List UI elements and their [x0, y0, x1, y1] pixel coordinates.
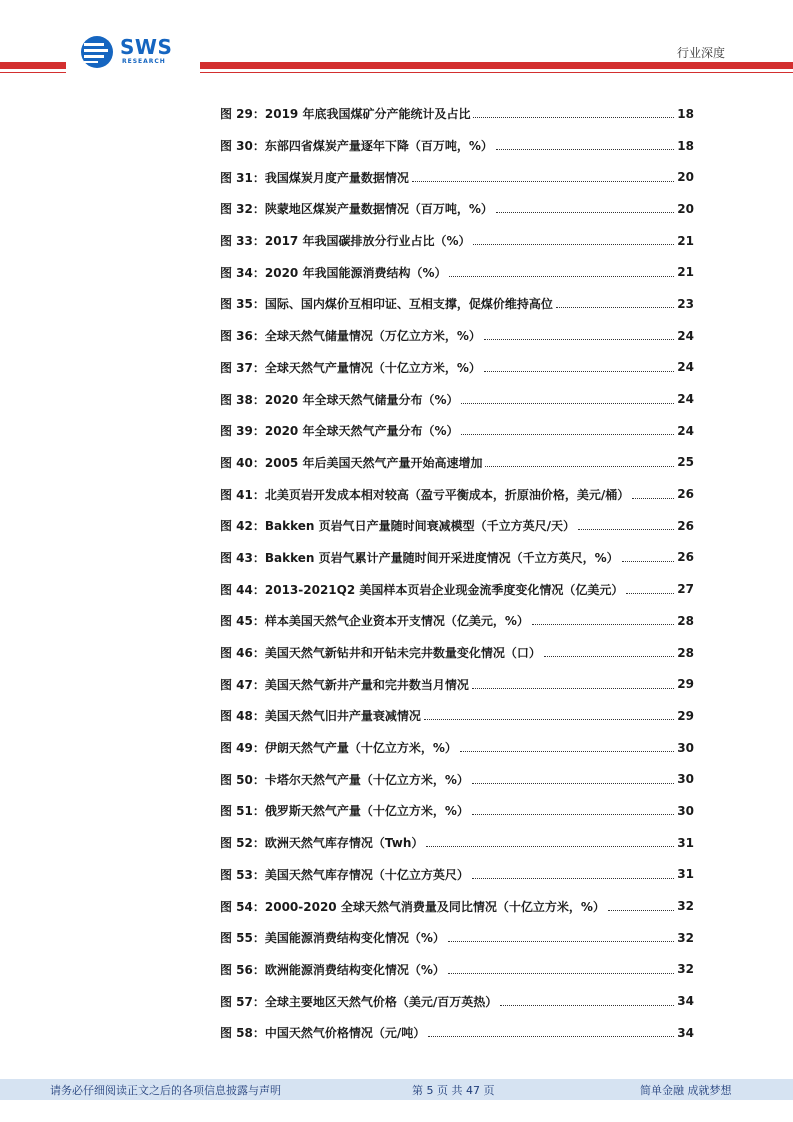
figure-list	[220, 98, 694, 1049]
toc-entry-page: 20	[677, 201, 694, 216]
toc-leader-dots	[556, 307, 674, 308]
toc-leader-dots	[472, 814, 674, 815]
brand-name: SWS	[120, 35, 173, 59]
toc-leader-dots	[449, 276, 674, 277]
toc-leader-dots	[496, 149, 674, 150]
toc-leader-dots	[448, 973, 674, 974]
toc-leader-dots	[626, 593, 674, 594]
toc-entry-label: 图 33：2017 年我国碳排放分行业占比（%）	[220, 234, 471, 249]
toc-entry[interactable]	[220, 98, 694, 130]
toc-entry-page: 26	[677, 487, 694, 502]
toc-entry[interactable]	[220, 985, 694, 1017]
toc-entry-label: 图 50：卡塔尔天然气产量（十亿立方米，%）	[220, 772, 469, 787]
toc-entry-page: 18	[677, 106, 694, 121]
toc-entry-label: 图 46：美国天然气新钻井和开钻未完井数量变化情况（口）	[220, 646, 541, 661]
toc-entry[interactable]	[220, 1017, 694, 1049]
header-rule-left	[0, 62, 66, 69]
footer-page-number: 第 5 页 共 47 页	[412, 1083, 495, 1097]
toc-entry[interactable]	[220, 890, 694, 922]
toc-leader-dots	[496, 212, 674, 213]
toc-entry-page: 24	[677, 328, 694, 343]
toc-entry-label: 图 37：全球天然气产量情况（十亿立方米，%）	[220, 360, 481, 375]
toc-leader-dots	[622, 561, 675, 562]
toc-entry-page: 20	[677, 170, 694, 185]
toc-leader-dots	[532, 624, 674, 625]
toc-entry[interactable]	[220, 225, 694, 257]
toc-entry-label: 图 57：全球主要地区天然气价格（美元/百万英热）	[220, 994, 498, 1009]
toc-entry-label: 图 55：美国能源消费结构变化情况（%）	[220, 931, 445, 946]
toc-entry-label: 图 51：俄罗斯天然气产量（十亿立方米，%）	[220, 804, 469, 819]
toc-entry-label: 图 56：欧洲能源消费结构变化情况（%）	[220, 962, 445, 977]
toc-entry-page: 31	[677, 835, 694, 850]
toc-entry-label: 图 58：中国天然气价格情况（元/吨）	[220, 1026, 426, 1041]
toc-entry-label: 图 47：美国天然气新井产量和完井数当月情况	[220, 677, 469, 692]
toc-entry-page: 34	[677, 994, 694, 1009]
toc-leader-dots	[473, 244, 674, 245]
toc-entry-label: 图 53：美国天然气库存情况（十亿立方英尺）	[220, 867, 469, 882]
toc-entry[interactable]	[220, 573, 694, 605]
toc-entry-label: 图 40：2005 年后美国天然气产量开始高速增加	[220, 455, 483, 470]
toc-entry[interactable]	[220, 478, 694, 510]
toc-entry[interactable]	[220, 668, 694, 700]
toc-leader-dots	[461, 434, 674, 435]
toc-entry-label: 图 48：美国天然气旧井产量衰减情况	[220, 709, 421, 724]
toc-entry-label: 图 29：2019 年底我国煤矿分产能统计及占比	[220, 107, 471, 122]
toc-entry[interactable]	[220, 130, 694, 162]
toc-leader-dots	[485, 466, 674, 467]
toc-entry-page: 28	[677, 613, 694, 628]
toc-entry[interactable]	[220, 637, 694, 669]
toc-entry-label: 图 43：Bakken 页岩气累计产量随时间开采进度情况（千立方英尺，%）	[220, 550, 619, 565]
toc-entry[interactable]	[220, 795, 694, 827]
toc-entry-label: 图 30：东部四省煤炭产量逐年下降（百万吨，%）	[220, 139, 493, 154]
toc-entry[interactable]	[220, 415, 694, 447]
toc-leader-dots	[472, 688, 674, 689]
toc-entry-page: 24	[677, 360, 694, 375]
footer-disclaimer: 请务必仔细阅读正文之后的各项信息披露与声明	[50, 1083, 281, 1097]
toc-entry-page: 21	[677, 265, 694, 280]
toc-entry-page: 32	[677, 962, 694, 977]
toc-leader-dots	[424, 719, 674, 720]
toc-entry-label: 图 54：2000-2020 全球天然气消费量及同比情况（十亿立方米，%）	[220, 899, 605, 914]
footer-slogan: 简单金融 成就梦想	[640, 1083, 732, 1097]
toc-entry-page: 26	[677, 518, 694, 533]
toc-entry-page: 24	[677, 392, 694, 407]
toc-entry-label: 图 52：欧洲天然气库存情况（Twh）	[220, 836, 424, 851]
toc-entry[interactable]	[220, 827, 694, 859]
toc-entry-label: 图 44：2013-2021Q2 美国样本页岩企业现金流季度变化情况（亿美元）	[220, 582, 624, 597]
page-footer	[0, 1079, 793, 1100]
toc-entry-page: 30	[677, 772, 694, 787]
toc-entry-label: 图 34：2020 年我国能源消费结构（%）	[220, 265, 447, 280]
toc-entry[interactable]	[220, 193, 694, 225]
toc-entry-page: 25	[677, 455, 694, 470]
toc-entry[interactable]	[220, 352, 694, 384]
toc-entry[interactable]	[220, 700, 694, 732]
toc-entry[interactable]	[220, 383, 694, 415]
toc-leader-dots	[472, 878, 674, 879]
toc-entry-page: 27	[677, 582, 694, 597]
section-tag: 行业深度	[676, 46, 725, 60]
header-rule-left-thin	[0, 72, 66, 73]
header-rule-right-thin	[200, 72, 793, 73]
toc-entry-page: 32	[677, 899, 694, 914]
toc-entry-page: 34	[677, 1025, 694, 1040]
toc-entry[interactable]	[220, 320, 694, 352]
toc-entry[interactable]	[220, 922, 694, 954]
toc-entry-label: 图 36：全球天然气储量情况（万亿立方米，%）	[220, 329, 481, 344]
toc-entry[interactable]	[220, 732, 694, 764]
toc-entry[interactable]	[220, 859, 694, 891]
toc-entry-page: 18	[677, 138, 694, 153]
toc-entry[interactable]	[220, 605, 694, 637]
toc-leader-dots	[473, 117, 674, 118]
toc-entry[interactable]	[220, 542, 694, 574]
toc-leader-dots	[472, 783, 674, 784]
toc-leader-dots	[544, 656, 674, 657]
toc-entry-page: 32	[677, 930, 694, 945]
brand-subtitle: RESEARCH	[122, 58, 166, 65]
toc-entry-page: 31	[677, 867, 694, 882]
toc-leader-dots	[484, 371, 674, 372]
toc-leader-dots	[412, 181, 674, 182]
header-rule-right	[200, 62, 793, 69]
toc-entry[interactable]	[220, 447, 694, 479]
toc-entry-page: 21	[677, 233, 694, 248]
toc-entry-label: 图 32：陕蒙地区煤炭产量数据情况（百万吨，%）	[220, 202, 493, 217]
toc-entry-page: 26	[677, 550, 694, 565]
toc-entry-page: 29	[677, 708, 694, 723]
toc-leader-dots	[428, 1036, 674, 1037]
toc-leader-dots	[426, 846, 674, 847]
toc-leader-dots	[484, 339, 674, 340]
toc-leader-dots	[460, 751, 674, 752]
sws-logo-icon	[80, 34, 114, 70]
toc-leader-dots	[632, 498, 674, 499]
toc-entry-page: 30	[677, 740, 694, 755]
toc-entry[interactable]	[220, 954, 694, 986]
toc-entry-page: 29	[677, 677, 694, 692]
toc-entry-label: 图 49：伊朗天然气产量（十亿立方米，%）	[220, 741, 457, 756]
toc-entry-page: 28	[677, 645, 694, 660]
toc-leader-dots	[448, 941, 674, 942]
toc-leader-dots	[578, 529, 674, 530]
toc-entry-label: 图 31：我国煤炭月度产量数据情况	[220, 170, 409, 185]
toc-entry-label: 图 38：2020 年全球天然气储量分布（%）	[220, 392, 459, 407]
sws-logo	[80, 34, 190, 70]
toc-entry[interactable]	[220, 256, 694, 288]
toc-entry-label: 图 39：2020 年全球天然气产量分布（%）	[220, 424, 459, 439]
toc-entry[interactable]	[220, 763, 694, 795]
toc-entry-label: 图 42：Bakken 页岩气日产量随时间衰减模型（千立方英尺/天）	[220, 519, 576, 534]
toc-entry[interactable]	[220, 510, 694, 542]
toc-leader-dots	[461, 403, 674, 404]
toc-entry-label: 图 45：样本美国天然气企业资本开支情况（亿美元，%）	[220, 614, 529, 629]
toc-entry-label: 图 41：北美页岩开发成本相对较高（盈亏平衡成本，折原油价格，美元/桶）	[220, 487, 630, 502]
toc-entry-page: 23	[677, 296, 694, 311]
toc-leader-dots	[608, 910, 674, 911]
toc-entry-page: 30	[677, 803, 694, 818]
toc-entry[interactable]	[220, 161, 694, 193]
toc-entry-label: 图 35：国际、国内煤价互相印证、互相支撑，促煤价维持高位	[220, 297, 553, 312]
toc-leader-dots	[500, 1005, 674, 1006]
toc-entry[interactable]	[220, 288, 694, 320]
toc-entry-page: 24	[677, 423, 694, 438]
